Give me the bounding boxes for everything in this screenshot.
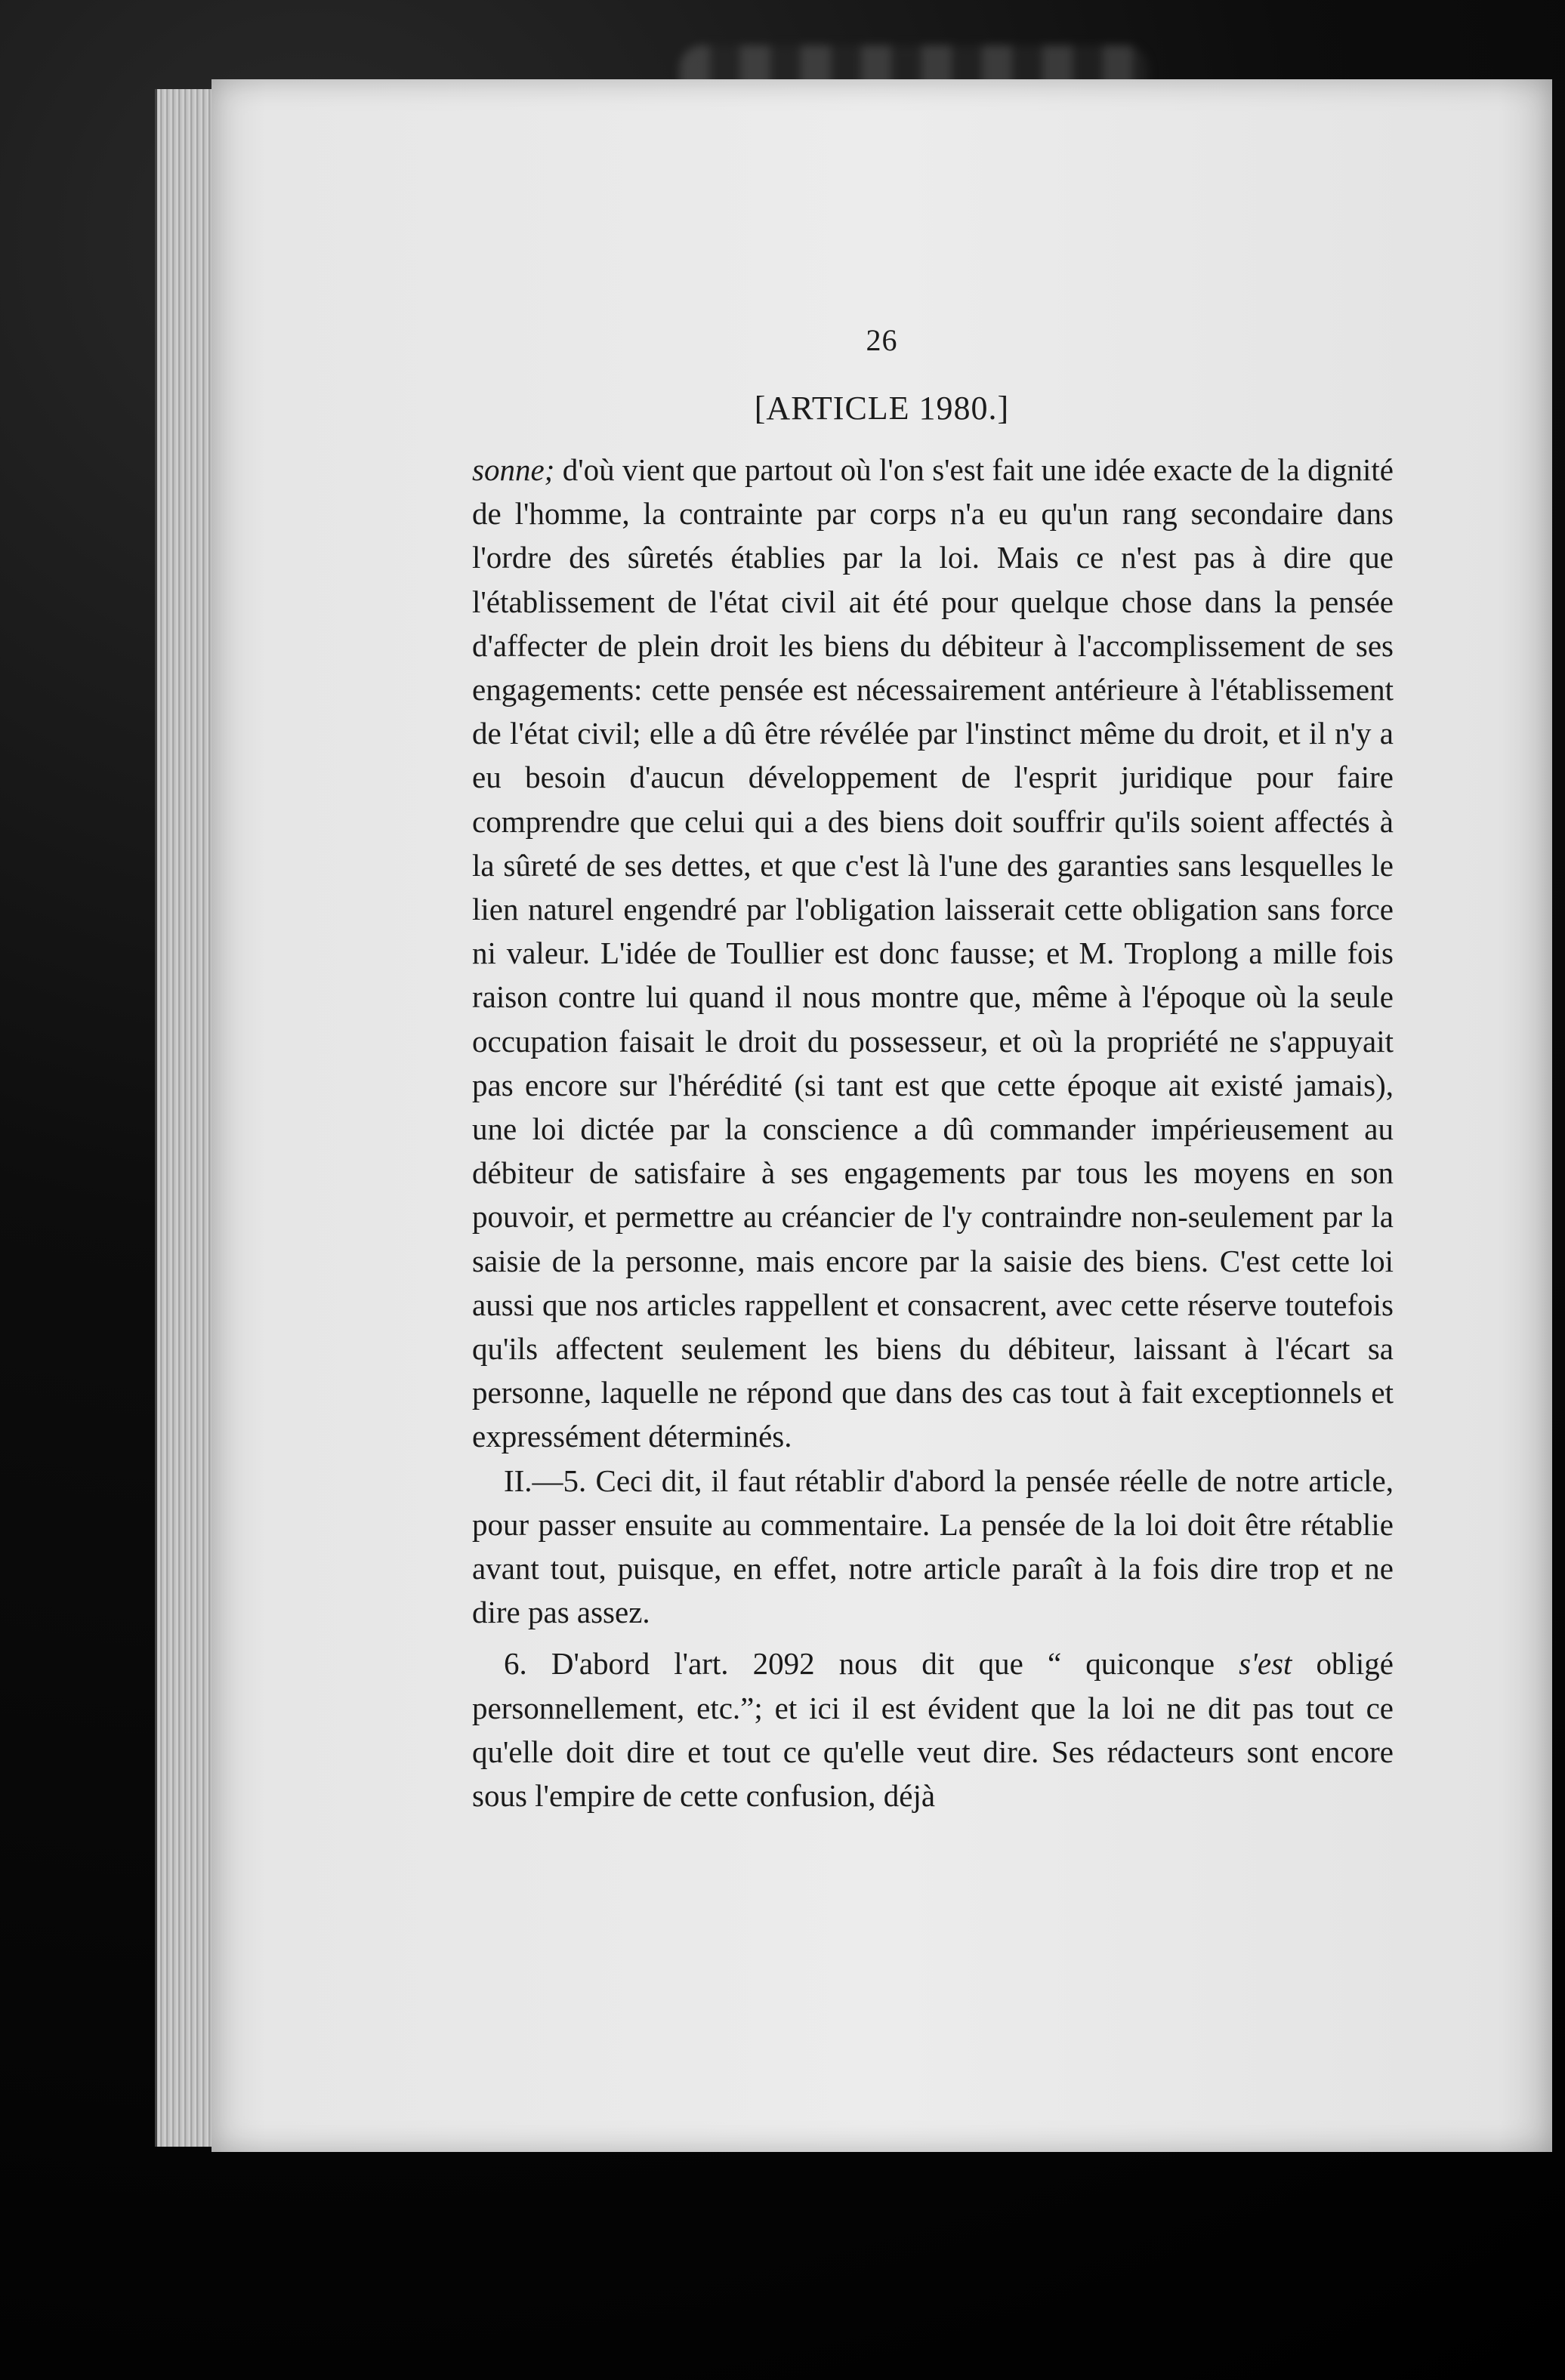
book-page [211, 79, 1552, 2152]
body-text [472, 448, 1394, 1817]
paragraph-text: obligé personnellement, etc.”; et ici il est évident que la loi ne dit pas tout ce qu'elle doit dire et tout ce qu'elle veut dire. Ses rédacteurs sont encore sous l'empire de cette confusion, déjà [472, 1646, 1394, 1814]
paragraph-section-5 [472, 1459, 1394, 1635]
paragraph-text: II.—5. Ceci dit, il faut rétablir d'abord la pensée réelle de notre article, pour passer ensuite au commentaire. La pensée de la loi doit être rétablie avant tout, puisque, en effet, notre article paraît à la fois dire trop et ne dire pas assez. [472, 1463, 1394, 1630]
paragraph-continuation [472, 448, 1394, 1459]
paragraph-text: 6. D'abord l'art. 2092 nous dit que “ quiconque [504, 1646, 1239, 1682]
page-number: 26 [866, 323, 898, 357]
book-page-edges [155, 89, 218, 2147]
paragraph-text: d'où vient que partout où l'on s'est fait une idée exacte de la dignité de l'homme, la contrainte par corps n'a eu qu'un rang secondaire dans l'ordre des sûretés établies par la loi. Mais ce n'est pas à dire que l'établissement de l'état civil ait été pour quelque chose dans la pensée d'affecter de plein droit les biens du débiteur à l'accomplissement de ses engagements: cette pensée est nécessairement antérieure à l'établissement de l'état civil; elle a dû être révélée par l'instinct même du droit, et il n'y a eu besoin d'aucun développement de l'esprit juridique pour faire comprendre que celui qui a des biens doit souffrir qu'ils soient affectés à la sûreté de ses dettes, et que c'est là l'une des garanties sans lesquelles le lien naturel engendré par l'obligation laisserait cette obligation sans force ni valeur. L'idée de Toullier est donc fausse; et M. Troplong a mille fois raison contre lui quand il nous montre que, même à l'époque où la seule occupation faisait le droit du possesseur, et où la propriété ne s'appuyait pas encore sur l'hérédité (si tant est que cette époque ait existé jamais), une loi dictée par la conscience a dû commander impérieusement au débiteur de satisfaire à ses engagements par tous les moyens en son pouvoir, et permettre au créancier de l'y contraindre non-seulement par la saisie de la personne, mais encore par la saisie des biens. C'est cette loi aussi que nos articles rappellent et consacrent, avec cette réserve toutefois qu'ils affectent seulement les biens du débiteur, laissant à l'écart sa personne, laquelle ne répond que dans des cas tout à fait exceptionnels et expressément déterminés. [472, 452, 1394, 1454]
italic-word: sonne; [472, 452, 555, 487]
italic-word: s'est [1239, 1646, 1292, 1682]
running-head: [ARTICLE 1980.] [754, 390, 1010, 427]
paragraph-section-6 [472, 1642, 1394, 1817]
